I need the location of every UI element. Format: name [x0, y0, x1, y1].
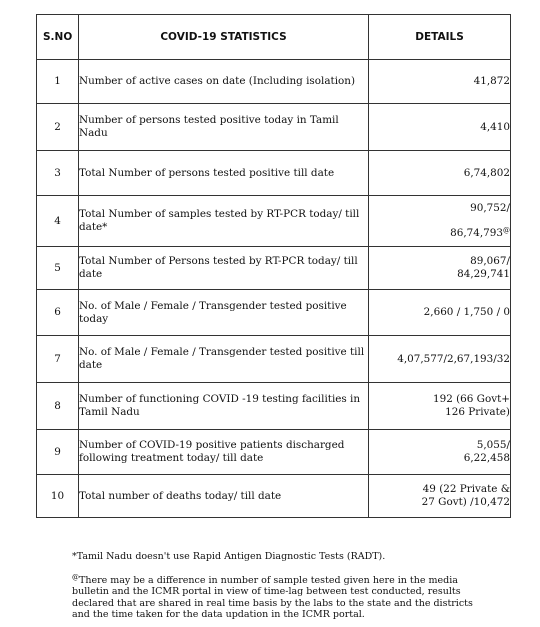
footnote-icmr-text: There may be a difference in number of sample tested given here in the media bulletin and the ICMR portal in view of time-lag between test conducted, results declared that are shared in real time basis by the labs to the state and the districts and the time taken for the data updation in the ICMR portal. — [72, 574, 473, 620]
table-row — [37, 290, 511, 336]
row-value-line2: 126 Private) — [445, 406, 510, 418]
table-row — [37, 247, 511, 290]
row-value-line2-text: 86,74,793 — [450, 227, 503, 239]
row-label: Total number of deaths today/ till date — [79, 475, 369, 518]
table-row — [37, 104, 511, 151]
row-value: 4,410 — [369, 104, 511, 151]
row-label: Total Number of samples tested by RT-PCR today/ till date* — [79, 196, 369, 247]
row-value-line1: 90,752/ — [470, 202, 510, 214]
row-value: 2,660 / 1,750 / 0 — [369, 290, 511, 336]
table-row — [37, 151, 511, 196]
row-number: 10 — [37, 475, 79, 518]
row-label: Number of COVID-19 positive patients discharged following treatment today/ till date — [79, 430, 369, 475]
row-value-line1: 89,067/ — [470, 255, 510, 267]
header-sno: S.NO — [37, 15, 79, 60]
row-number: 7 — [37, 336, 79, 383]
row-value-line2: 6,22,458 — [463, 452, 510, 464]
row-number: 1 — [37, 60, 79, 104]
row-value-line2 — [369, 224, 510, 240]
row-number: 3 — [37, 151, 79, 196]
table-row — [37, 475, 511, 518]
at-footnote-marker: @ — [503, 226, 510, 234]
row-label: Total Number of persons tested positive till date — [79, 151, 369, 196]
footnotes — [72, 551, 482, 621]
row-label: Number of persons tested positive today in Tamil Nadu — [79, 104, 369, 151]
row-value-line2: 84,29,741 — [457, 268, 510, 280]
row-value — [369, 247, 511, 290]
row-value-line1: 192 (66 Govt+ — [432, 393, 510, 405]
row-number: 6 — [37, 290, 79, 336]
row-value-line2: 27 Govt) /10,472 — [421, 496, 510, 508]
table-header-row — [37, 15, 511, 60]
table-row — [37, 336, 511, 383]
row-label: Total Number of Persons tested by RT-PCR today/ till date — [79, 247, 369, 290]
table-row — [37, 430, 511, 475]
header-covid-statistics: COVID-19 STATISTICS — [79, 15, 369, 60]
row-number: 4 — [37, 196, 79, 247]
row-label: Number of functioning COVID -19 testing facilities in Tamil Nadu — [79, 383, 369, 430]
footnote-radt: *Tamil Nadu doesn't use Rapid Antigen Diagnostic Tests (RADT). — [72, 551, 386, 562]
row-label: Number of active cases on date (Including isolation) — [79, 60, 369, 104]
table-row — [37, 383, 511, 430]
row-value — [369, 475, 511, 518]
table-row — [37, 196, 511, 247]
row-number: 5 — [37, 247, 79, 290]
row-label: No. of Male / Female / Transgender tested positive till date — [79, 336, 369, 383]
footnote-icmr — [72, 572, 482, 621]
row-value-line1: 5,055/ — [476, 439, 510, 451]
row-number: 8 — [37, 383, 79, 430]
row-number: 2 — [37, 104, 79, 151]
row-value: 4,07,577/2,67,193/32 — [369, 336, 511, 383]
covid-statistics-table — [36, 14, 511, 518]
row-label: No. of Male / Female / Transgender tested positive today — [79, 290, 369, 336]
row-value — [369, 196, 511, 247]
row-value — [369, 430, 511, 475]
row-value — [369, 383, 511, 430]
row-value: 41,872 — [369, 60, 511, 104]
header-details: DETAILS — [369, 15, 511, 60]
row-number: 9 — [37, 430, 79, 475]
table-row — [37, 60, 511, 104]
row-value-line1: 49 (22 Private & — [422, 483, 510, 495]
row-value: 6,74,802 — [369, 151, 511, 196]
at-footnote-marker: @ — [72, 572, 79, 581]
